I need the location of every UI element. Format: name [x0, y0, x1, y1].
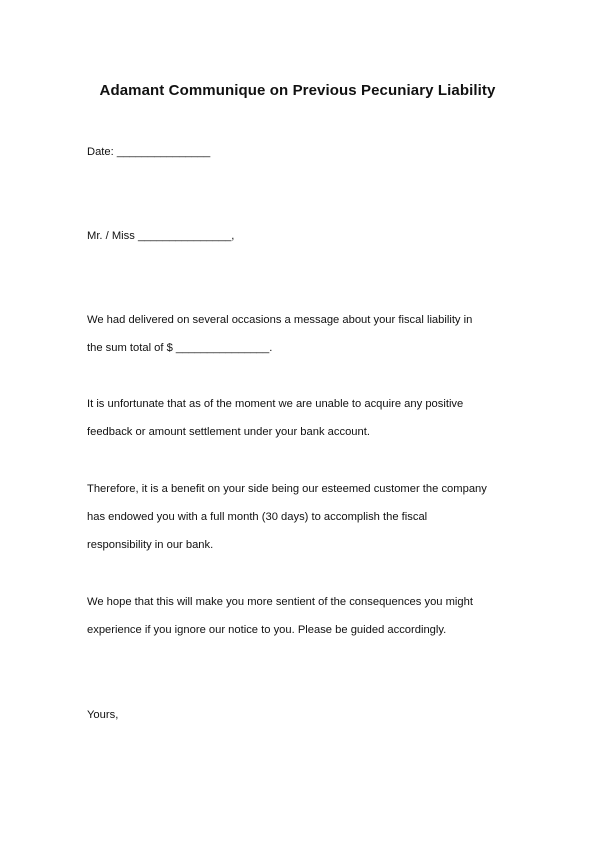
paragraph-3-line-3: responsibility in our bank.: [87, 539, 214, 551]
paragraph-3-line-1: Therefore, it is a benefit on your side being our esteemed customer the company: [87, 483, 487, 495]
paragraph-2-line-1: It is unfortunate that as of the moment we are unable to acquire any positive: [87, 398, 464, 410]
paragraph-3-line-2: has endowed you with a full month (30 days) to accomplish the fiscal: [87, 511, 428, 523]
closing-line: Yours,: [87, 709, 119, 721]
paragraph-1-line-2: the sum total of $ _______________.: [87, 342, 273, 354]
document-title: Adamant Communique on Previous Pecuniary Liability: [99, 82, 496, 99]
paragraph-4-line-2: experience if you ignore our notice to you. Please be guided accordingly.: [87, 624, 447, 636]
paragraph-2-line-2: feedback or amount settlement under your bank account.: [87, 426, 370, 438]
date-line: Date: _______________: [87, 146, 211, 158]
paragraph-1-line-1: We had delivered on several occasions a message about your fiscal liability in: [87, 314, 473, 326]
salutation-line: Mr. / Miss _______________,: [87, 230, 235, 242]
paragraph-4-line-1: We hope that this will make you more sentient of the consequences you might: [87, 596, 473, 608]
